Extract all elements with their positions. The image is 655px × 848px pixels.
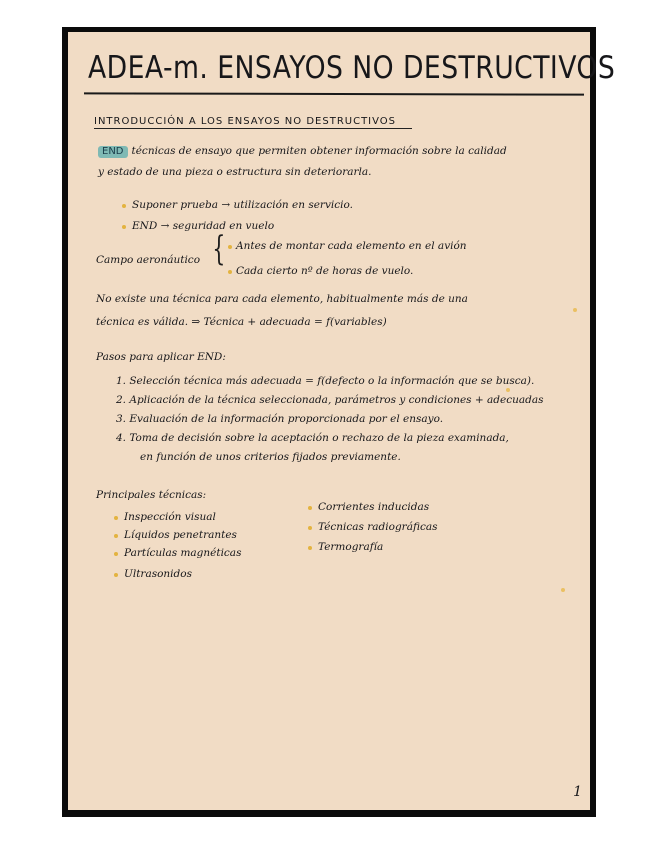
tecnica-liquidos-penetrantes: Líquidos penetrantes <box>124 529 237 541</box>
bullet-dot <box>308 526 312 530</box>
bullet-dot <box>308 506 312 510</box>
page-title: ADEA-m. ENSAYOS NO DESTRUCTIVOS <box>88 50 616 86</box>
tecnica-ultrasonidos: Ultrasonidos <box>124 568 192 580</box>
intro-line-1 <box>98 146 507 158</box>
bullet-item-prueba: Suponer prueba → utilización en servicio. <box>132 199 353 211</box>
paper-stain <box>573 308 577 312</box>
title-underline <box>84 92 584 95</box>
bullet-dot <box>114 534 118 538</box>
campo-item-antes: Antes de montar cada elemento en el avión <box>236 240 467 252</box>
bullet-dot <box>114 516 118 520</box>
tecnica-radiograficas: Técnicas radiográficas <box>318 521 438 533</box>
paragraph-line-2: técnica es válida. ⇒ Técnica + adecuada = f(variables) <box>96 316 387 328</box>
campo-item-horas: Cada cierto nº de horas de vuelo. <box>236 265 414 277</box>
notebook-page <box>68 32 616 810</box>
bullet-dot <box>228 270 232 274</box>
bullet-item-seguridad: END → seguridad en vuelo <box>132 220 275 232</box>
paragraph-line-1: No existe una técnica para cada elemento, habitualmente más de una <box>96 293 468 305</box>
bullet-dot <box>308 546 312 550</box>
bullet-dot <box>114 573 118 577</box>
tecnica-corrientes-inducidas: Corrientes inducidas <box>318 501 430 513</box>
section-subtitle: INTRODUCCIÓN A LOS ENSAYOS NO DESTRUCTIVOS <box>94 116 397 127</box>
paso-4-continuation: en función de unos criterios fijados previamente. <box>140 451 401 463</box>
campo-label: Campo aeronáutico <box>96 254 201 266</box>
page-number: 1 <box>573 784 582 800</box>
paper-stain <box>506 388 510 392</box>
tecnicas-heading: Principales técnicas: <box>96 489 207 501</box>
bullet-dot <box>122 204 126 208</box>
intro-line-1-text: técnicas de ensayo que permiten obtener información sobre la calidad <box>131 145 507 157</box>
bullet-dot <box>228 245 232 249</box>
tecnica-termografia: Termografía <box>318 541 384 553</box>
paso-2: 2. Aplicación de la técnica seleccionada, parámetros y condiciones + adecuadas <box>116 394 544 406</box>
end-highlight-tag: END <box>98 146 128 158</box>
brace-symbol: { <box>212 229 226 269</box>
pasos-heading: Pasos para aplicar END: <box>96 351 226 363</box>
paso-4: 4. Toma de decisión sobre la aceptación o rechazo de la pieza examinada, <box>116 432 509 444</box>
subtitle-underline <box>94 128 412 129</box>
tecnica-particulas-magneticas: Partículas magnéticas <box>124 547 242 559</box>
bullet-dot <box>114 552 118 556</box>
bullet-dot <box>122 225 126 229</box>
tecnica-inspeccion-visual: Inspección visual <box>124 511 216 523</box>
paso-1: 1. Selección técnica más adecuada = f(defecto o la información que se busca). <box>116 375 535 387</box>
intro-line-2: y estado de una pieza o estructura sin deteriorarla. <box>98 166 372 178</box>
paper-stain <box>561 588 565 592</box>
paso-3: 3. Evaluación de la información proporcionada por el ensayo. <box>116 413 444 425</box>
